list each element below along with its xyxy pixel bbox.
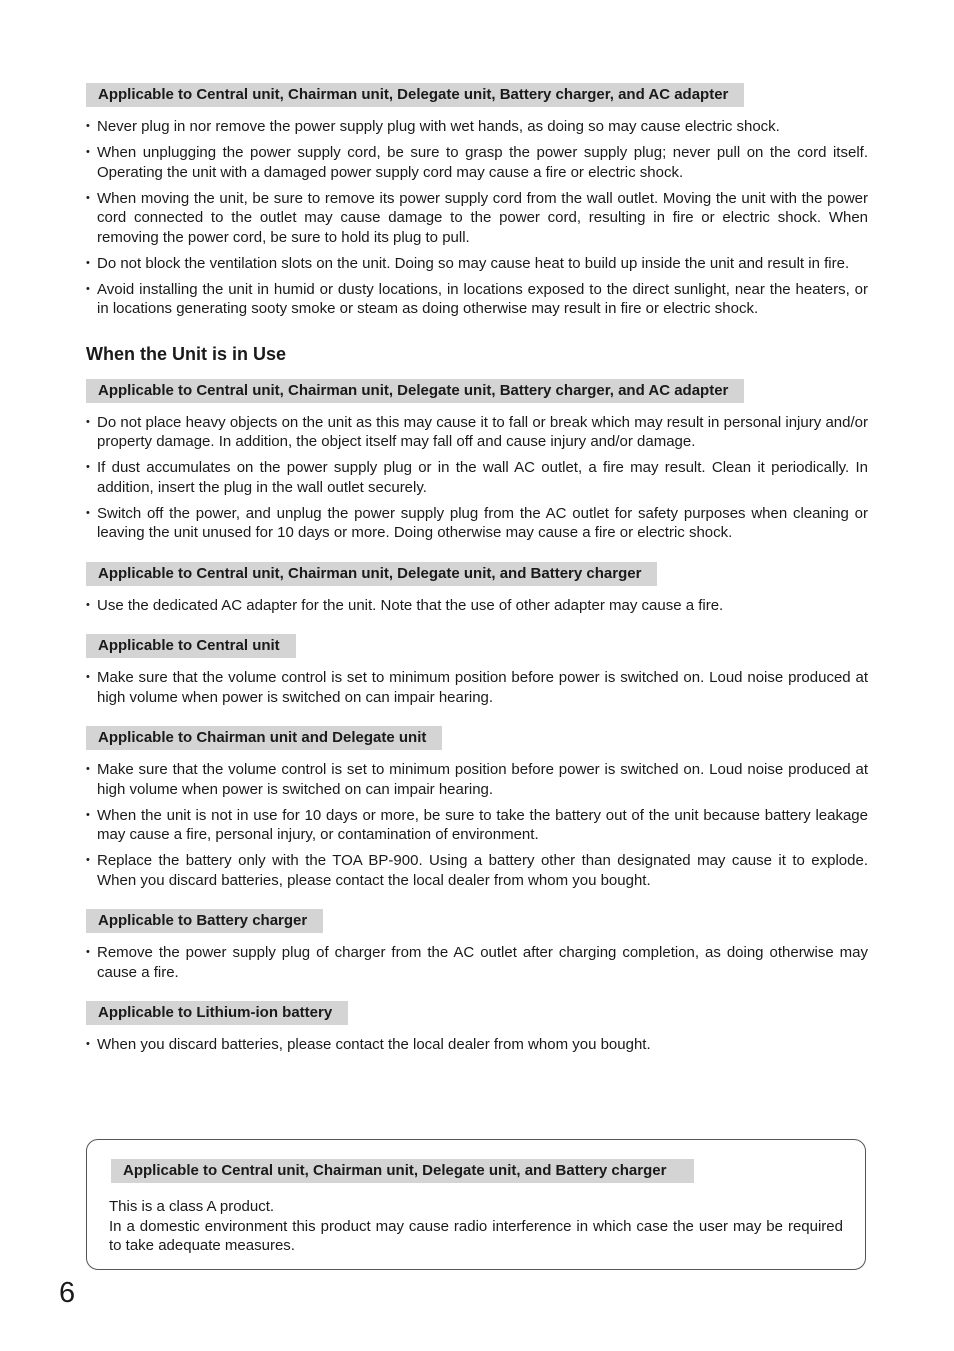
applicability-tag: Applicable to Central unit — [86, 634, 296, 658]
section-heading: When the Unit is in Use — [86, 343, 287, 364]
group-chairman-delegate — [86, 726, 868, 890]
bullet-list — [86, 943, 868, 982]
applicability-tag: Applicable to Chairman unit and Delegate unit — [86, 726, 442, 750]
applicability-tag: Applicable to Central unit, Chairman unit, Delegate unit, and Battery charger — [86, 562, 657, 586]
list-item: • Do not block the ventilation slots on the unit. Doing so may cause heat to build up inside the unit and result in fire. — [86, 254, 868, 274]
class-a-notice-box — [86, 1139, 866, 1270]
notice-line: In a domestic environment this product may cause radio interference in which case the user may be required to take adequate measures. — [109, 1217, 843, 1254]
applicability-tag: Applicable to Central unit, Chairman unit, Delegate unit, and Battery charger — [111, 1159, 694, 1183]
list-item: • Do not place heavy objects on the unit as this may cause it to fall or break which may result in personal injury and/or property damage. In addition, the object itself may fall off and cause injury and/or damage. — [86, 413, 868, 452]
bullet-list — [86, 117, 868, 319]
group-central-unit — [86, 634, 868, 707]
section-power-handling — [86, 83, 868, 319]
notice-line: This is a class A product. — [109, 1198, 275, 1215]
list-item: • Make sure that the volume control is set to minimum position before power is switched on. Loud noise produced at high volume when power is switched on can impair hearing. — [86, 760, 868, 799]
applicability-tag: Applicable to Battery charger — [86, 909, 323, 933]
applicability-tag: Applicable to Lithium-ion battery — [86, 1001, 348, 1025]
list-item: • Avoid installing the unit in humid or dusty locations, in locations exposed to the direct sunlight, near the heaters, or in locations generating sooty smoke or steam as doing otherwise may result in fire or electric shock. — [86, 280, 868, 319]
list-item: • Remove the power supply plug of charger from the AC outlet after charging completion, as doing otherwise may cause a fire. — [86, 943, 868, 982]
list-item: • If dust accumulates on the power supply plug or in the wall AC outlet, a fire may result. Clean it periodically. In addition, insert the plug in the wall outlet securely. — [86, 458, 868, 497]
list-item: • Switch off the power, and unplug the power supply plug from the AC outlet for safety purposes when cleaning or leaving the unit unused for 10 days or more. Doing otherwise may cause a fire or electric shock. — [86, 504, 868, 543]
list-item: • When you discard batteries, please contact the local dealer from whom you bought. — [86, 1035, 868, 1055]
bullet-list — [86, 596, 868, 616]
list-item: • Use the dedicated AC adapter for the unit. Note that the use of other adapter may cause a fire. — [86, 596, 868, 616]
group-general — [86, 379, 868, 543]
group-lithium-battery — [86, 1001, 868, 1055]
group-battery-charger — [86, 909, 868, 982]
list-item: • When unplugging the power supply cord, be sure to grasp the power supply plug; never pull on the cord itself. Operating the unit with a damaged power supply cord may cause a fire or electric shock. — [86, 143, 868, 182]
group-ac-adapter — [86, 562, 868, 616]
applicability-tag: Applicable to Central unit, Chairman unit, Delegate unit, Battery charger, and AC adapter — [86, 83, 744, 107]
list-item: • Replace the battery only with the TOA BP-900. Using a battery other than designated may cause it to explode. When you discard batteries, please contact the local dealer from whom you bought. — [86, 851, 868, 890]
applicability-tag: Applicable to Central unit, Chairman unit, Delegate unit, Battery charger, and AC adapter — [86, 379, 744, 403]
list-item: • Never plug in nor remove the power supply plug with wet hands, as doing so may cause electric shock. — [86, 117, 868, 137]
list-item: • Make sure that the volume control is set to minimum position before power is switched on. Loud noise produced at high volume when power is switched on can impair hearing. — [86, 668, 868, 707]
bullet-list — [86, 1035, 868, 1055]
bullet-list — [86, 760, 868, 890]
bullet-list — [86, 668, 868, 707]
list-item: • When the unit is not in use for 10 days or more, be sure to take the battery out of the unit because battery leakage may cause a fire, personal injury, or contamination of environment. — [86, 806, 868, 845]
bullet-list — [86, 413, 868, 543]
list-item: • When moving the unit, be sure to remove its power supply cord from the wall outlet. Moving the unit with the power cord connected to the outlet may cause damage to the power cord, resulting in fire or electric shock. When removing the power cord, be sure to hold its plug to pull. — [86, 189, 868, 248]
page-content — [86, 83, 868, 1061]
page-number: 6 — [59, 1277, 76, 1309]
notice-text — [109, 1197, 843, 1256]
